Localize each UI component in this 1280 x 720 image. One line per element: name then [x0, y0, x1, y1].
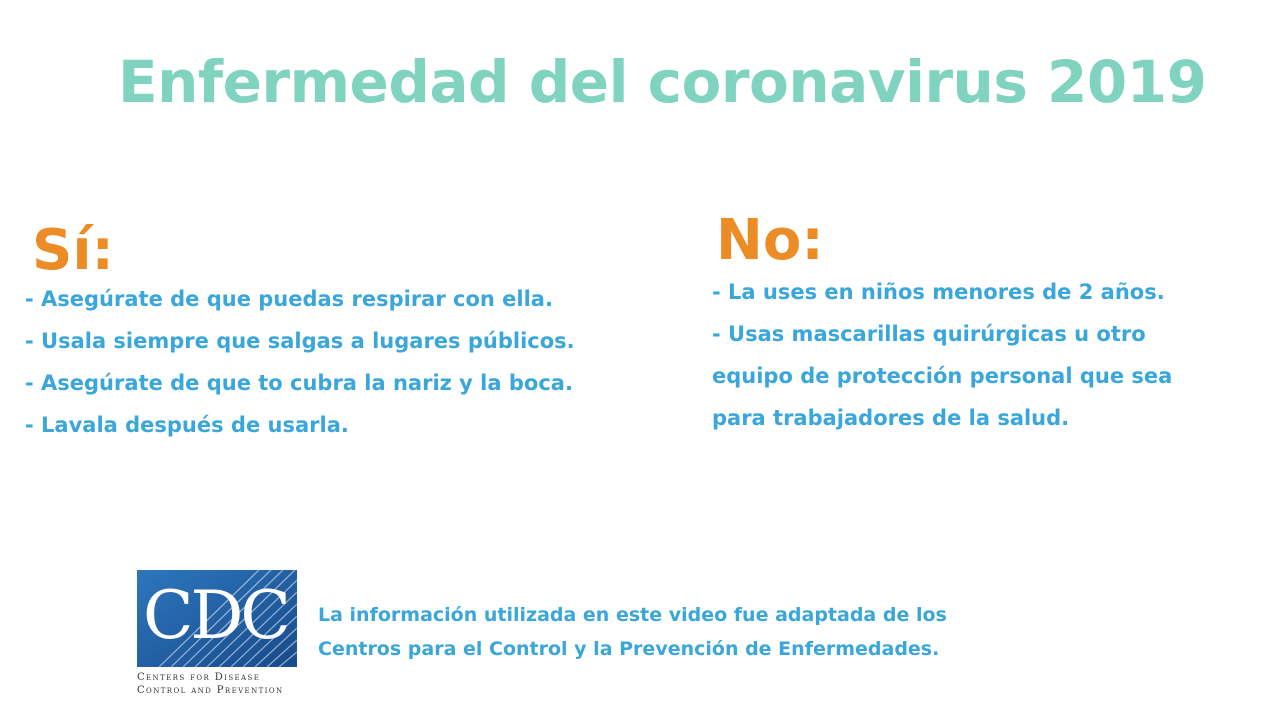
dont-item-line: equipo de protección personal que sea [712, 364, 1173, 388]
cdc-caption-line: Centers for Disease [137, 672, 261, 683]
dont-item-line: - Usas mascarillas quirúrgicas u otro [712, 322, 1146, 346]
cdc-logo-mark [137, 570, 297, 667]
do-item: - Lavala después de usarla. [25, 413, 349, 437]
page-title: Enfermedad del coronavirus 2019 [118, 48, 1207, 116]
cdc-logo [137, 570, 297, 697]
do-item: - Usala siempre que salgas a lugares públicos. [25, 329, 575, 353]
do-list [25, 278, 575, 446]
cdc-logo-letters: CDC [143, 577, 288, 654]
do-item: - Asegúrate de que to cubra la nariz y la boca. [25, 371, 573, 395]
source-note [318, 598, 947, 666]
source-note-line: La información utilizada en este video fue adaptada de los [318, 604, 947, 626]
dont-item-line: para trabajadores de la salud. [712, 406, 1070, 430]
do-heading: Sí: [32, 218, 114, 283]
dont-item-line: - La uses en niños menores de 2 años. [712, 280, 1165, 304]
dont-list [712, 271, 1172, 439]
source-note-line: Centros para el Control y la Prevención de Enfermedades. [318, 638, 940, 660]
dont-heading: No: [716, 208, 824, 273]
do-item: - Asegúrate de que puedas respirar con ella. [25, 287, 553, 311]
cdc-logo-caption [137, 671, 297, 697]
cdc-caption-line: Control and Prevention [137, 685, 284, 696]
